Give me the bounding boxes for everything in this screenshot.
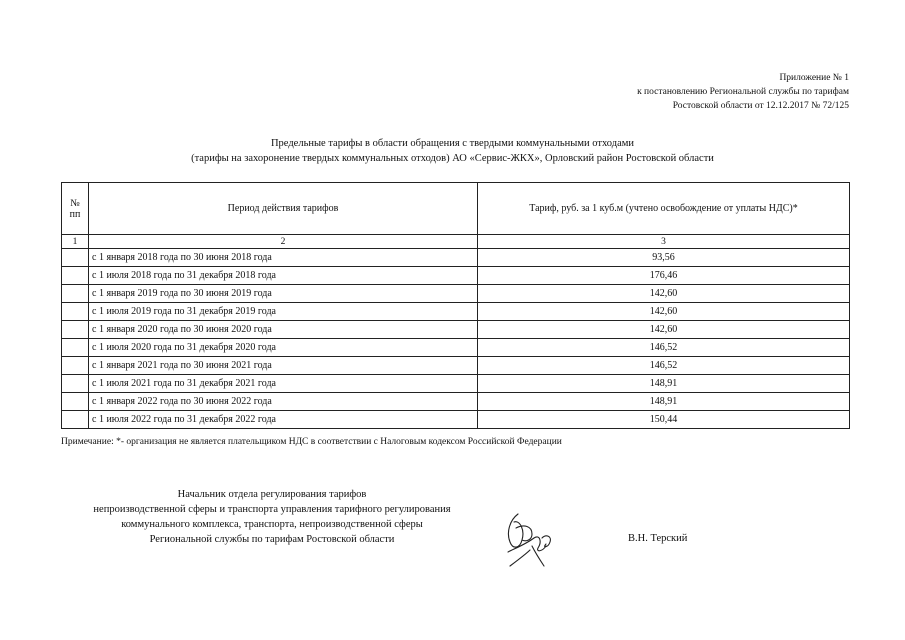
signer-position-line-4: Региональной службы по тарифам Ростовской области	[149, 534, 395, 545]
header-num: № пп	[62, 183, 89, 235]
table-header-row	[62, 183, 850, 235]
tariff-cell: 146,52	[478, 357, 850, 375]
col-number-3: 3	[478, 235, 850, 249]
period-cell: с 1 января 2018 года по 30 июня 2018 года	[89, 249, 478, 267]
table-row	[62, 411, 850, 429]
title-line-1: Предельные тарифы в области обращения с твердыми коммунальными отходами	[270, 138, 635, 149]
period-cell: с 1 июля 2021 года по 31 декабря 2021 года	[89, 375, 478, 393]
signer-position	[60, 487, 484, 547]
period-cell: с 1 июля 2019 года по 31 декабря 2019 года	[89, 303, 478, 321]
tariff-cell: 150,44	[478, 411, 850, 429]
table-row	[62, 321, 850, 339]
appendix-resolution-ref: к постановлению Региональной службы по тарифам	[637, 87, 849, 97]
column-number-row	[62, 235, 850, 249]
table-row	[62, 249, 850, 267]
signer-position-line-2: непроизводственной сферы и транспорта управления тарифного регулирования	[93, 504, 451, 515]
row-num-cell	[62, 357, 89, 375]
table-row	[62, 267, 850, 285]
table-row	[62, 285, 850, 303]
signer-name: В.Н. Терский	[628, 533, 688, 544]
appendix-header	[637, 71, 849, 113]
row-num-cell	[62, 339, 89, 357]
signer-position-line-3: коммунального комплекса, транспорта, непроизводственной сферы	[121, 519, 423, 530]
period-cell: с 1 января 2021 года по 30 июня 2021 года	[89, 357, 478, 375]
tariff-cell: 146,52	[478, 339, 850, 357]
footnote: Примечание: *- организация не является плательщиком НДС в соответствии с Налоговым кодексом Российской Федерации	[61, 437, 562, 447]
tariffs-table	[61, 182, 850, 429]
period-cell: с 1 июля 2018 года по 31 декабря 2018 года	[89, 267, 478, 285]
signer-position-line-1: Начальник отдела регулирования тарифов	[177, 489, 367, 500]
tariff-cell: 142,60	[478, 321, 850, 339]
document-title	[0, 136, 905, 166]
row-num-cell	[62, 321, 89, 339]
period-cell: с 1 января 2022 года по 30 июня 2022 года	[89, 393, 478, 411]
period-cell: с 1 июля 2020 года по 31 декабря 2020 года	[89, 339, 478, 357]
handwritten-signature	[496, 508, 562, 572]
table-row	[62, 357, 850, 375]
tariff-cell: 176,46	[478, 267, 850, 285]
tariff-cell: 93,56	[478, 249, 850, 267]
header-period: Период действия тарифов	[89, 183, 478, 235]
table-row	[62, 303, 850, 321]
col-number-2: 2	[89, 235, 478, 249]
row-num-cell	[62, 249, 89, 267]
title-line-2: (тарифы на захоронение твердых коммунальных отходов) АО «Сервис-ЖКХ», Орловский район Ростовской области	[191, 153, 714, 164]
row-num-cell	[62, 285, 89, 303]
period-cell: с 1 января 2019 года по 30 июня 2019 года	[89, 285, 478, 303]
header-tariff: Тариф, руб. за 1 куб.м (учтено освобождение от уплаты НДС)*	[478, 183, 850, 235]
tariff-cell: 142,60	[478, 285, 850, 303]
appendix-resolution-date: Ростовской области от 12.12.2017 № 72/125	[672, 101, 849, 111]
row-num-cell	[62, 411, 89, 429]
table-row	[62, 339, 850, 357]
row-num-cell	[62, 303, 89, 321]
table-row	[62, 393, 850, 411]
period-cell: с 1 июля 2022 года по 31 декабря 2022 года	[89, 411, 478, 429]
tariff-cell: 142,60	[478, 303, 850, 321]
table-row	[62, 375, 850, 393]
tariff-cell: 148,91	[478, 375, 850, 393]
tariff-cell: 148,91	[478, 393, 850, 411]
row-num-cell	[62, 375, 89, 393]
row-num-cell	[62, 393, 89, 411]
row-num-cell	[62, 267, 89, 285]
period-cell: с 1 января 2020 года по 30 июня 2020 года	[89, 321, 478, 339]
col-number-1: 1	[62, 235, 89, 249]
appendix-number: Приложение № 1	[779, 73, 849, 83]
